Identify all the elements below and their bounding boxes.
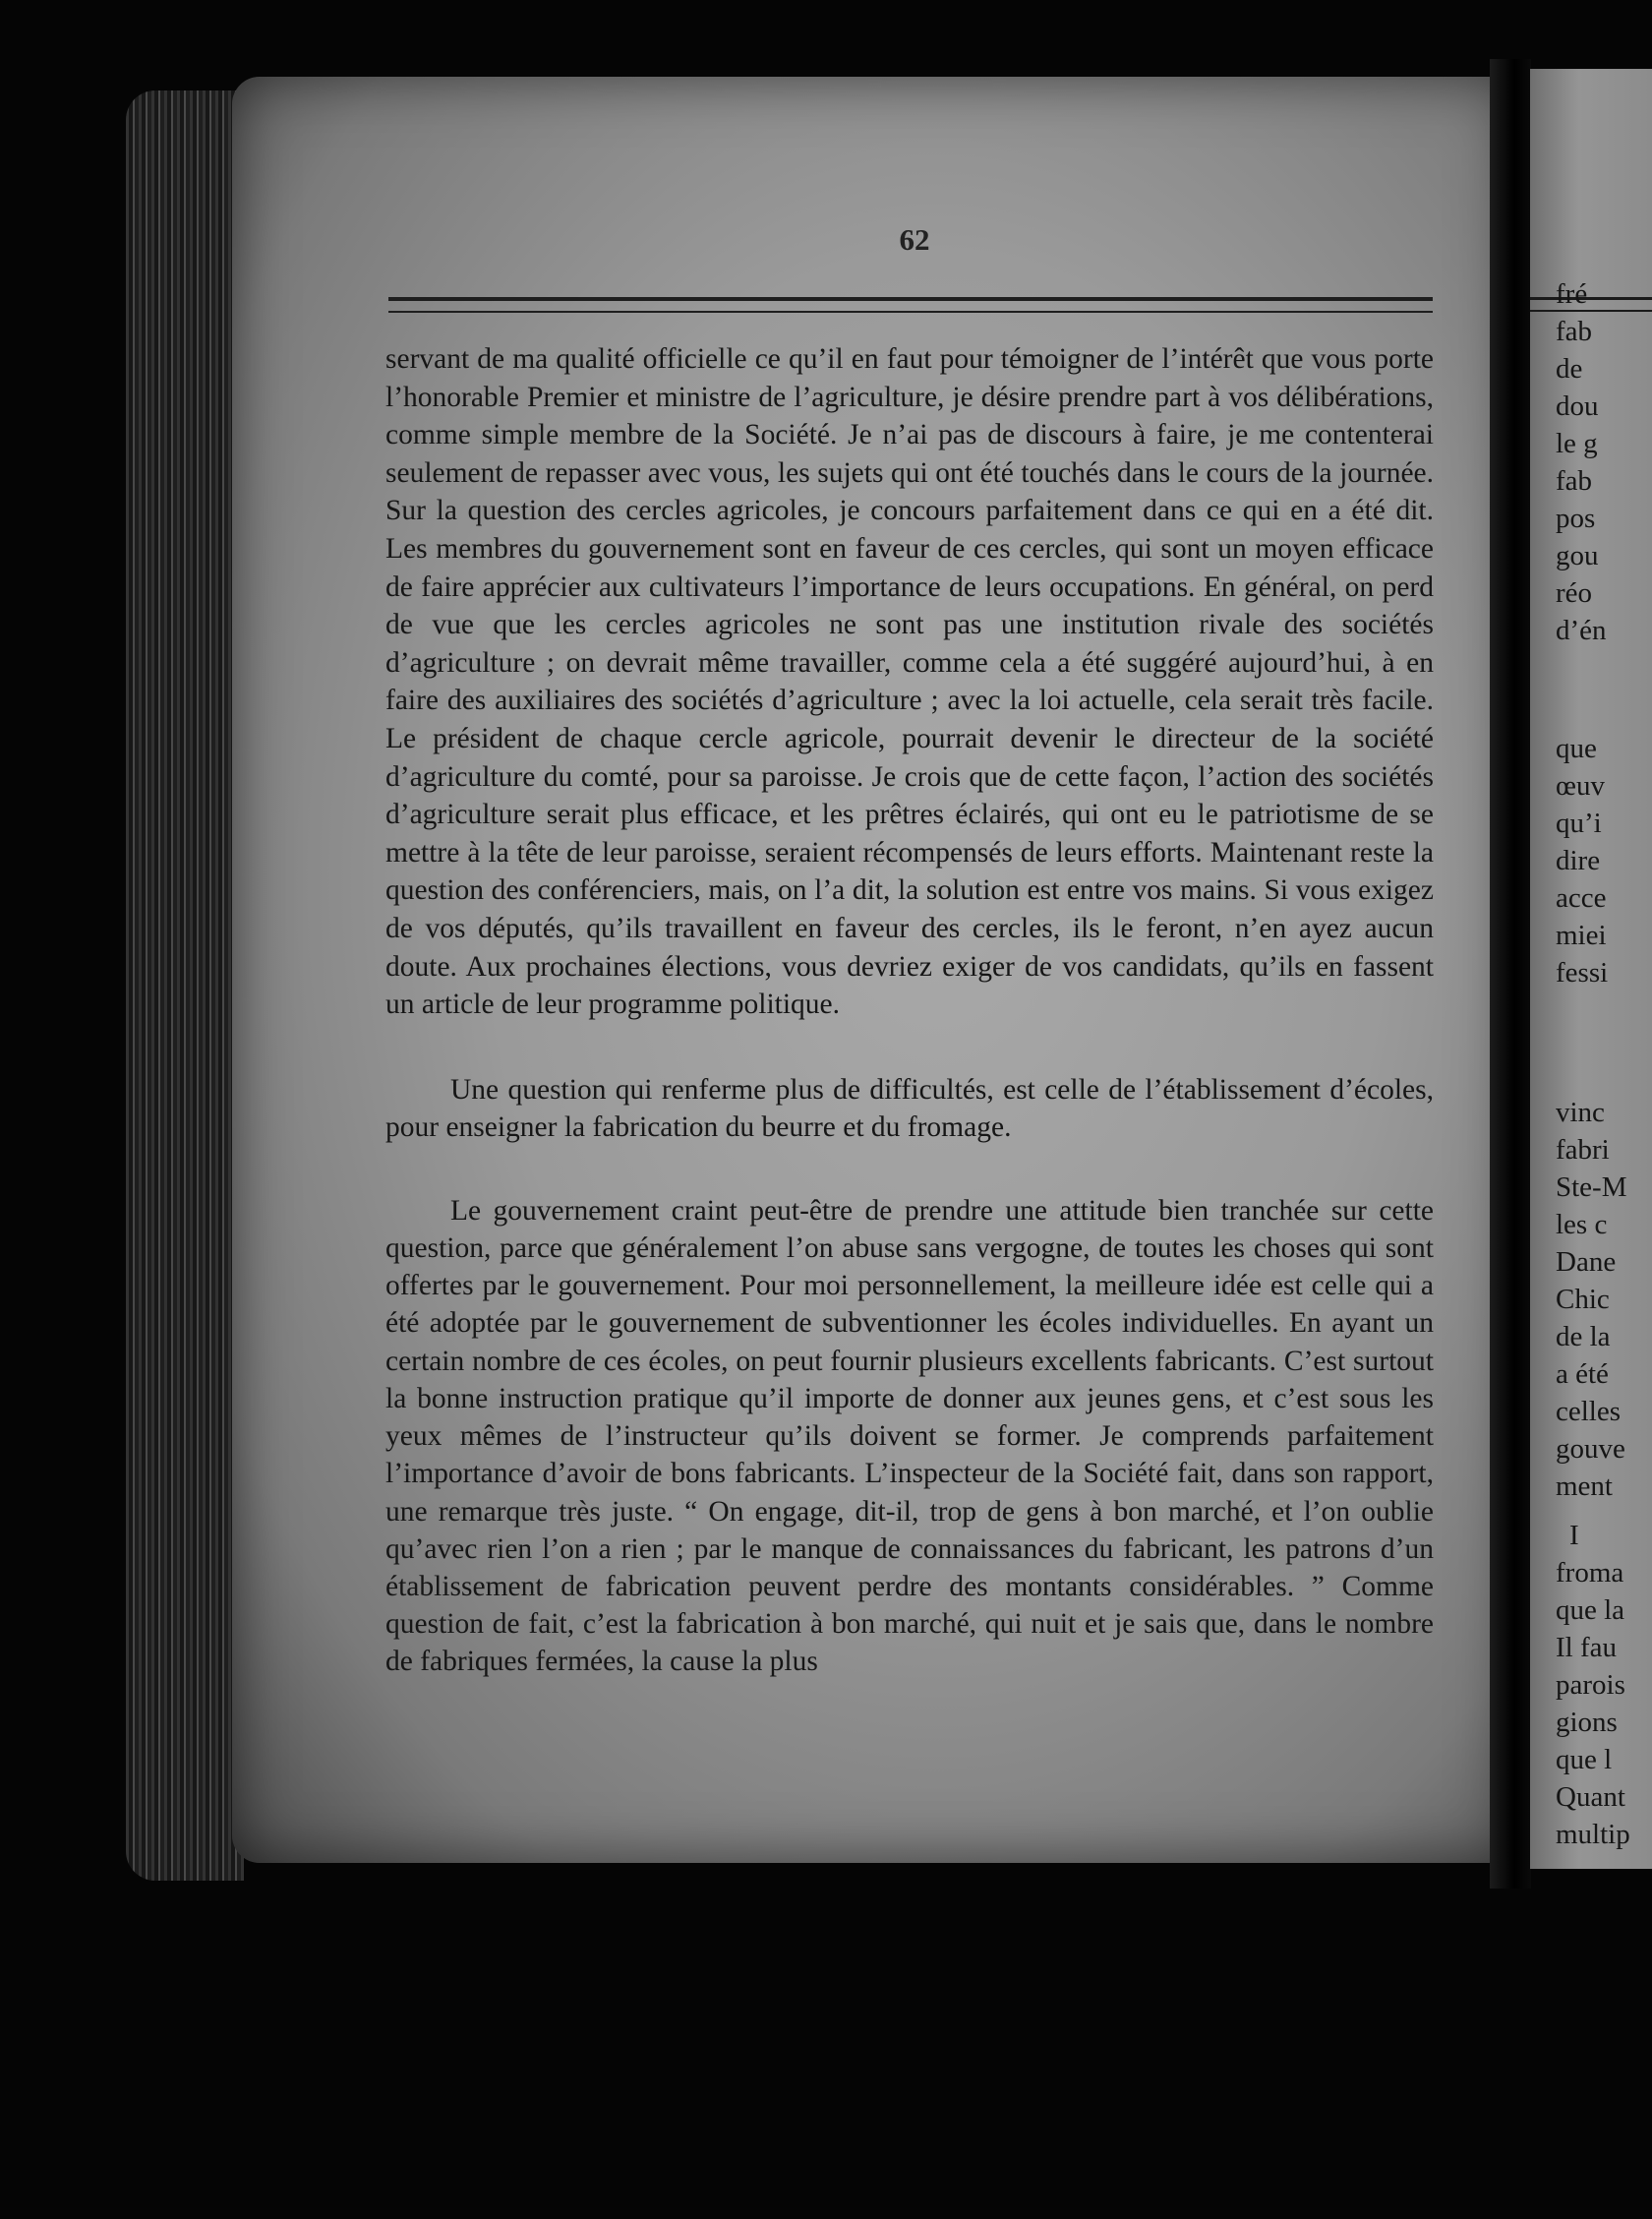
facing-page-fragment: vinc	[1556, 1097, 1605, 1128]
facing-page-fragment: fessi	[1556, 957, 1609, 989]
facing-page-fragment: Dane	[1556, 1246, 1617, 1278]
facing-page-fragment: Quant	[1556, 1781, 1625, 1813]
facing-page-fragment: fab	[1556, 465, 1593, 497]
facing-page-fragment: que l	[1556, 1744, 1613, 1775]
facing-page-fragment: a été	[1556, 1358, 1609, 1390]
facing-page-fragment: gou	[1556, 540, 1599, 571]
page-number: 62	[899, 222, 930, 257]
paragraph-1: servant de ma qualité officielle ce qu’il en faut pour témoigner de l’intérêt que vous porte l’honorable Premier et ministre de l’agriculture, je désire prendre part à vos délibérations, comme simple membre de la Société. Je n’ai pas de discours à faire, je me contenterai seulement de repasser avec vous, les sujets qui ont été touchés dans le cours de la journée. Sur la question des cercles agricoles, je concours parfaitement dans ce qui en a été dit. Les membres du gouvernement sont en faveur de ces cercles, qui sont un moyen efficace de faire apprécier aux cultivateurs l’importance de leurs occupations. En général, on perd de vue que les cercles agricoles ne sont pas une institution rivale des sociétés d’agriculture ; on devrait même travailler, comme cela a été suggéré aujourd’hui, à en faire des auxiliaires des sociétés d’agriculture ; avec la loi actuelle, cela serait très facile. Le président de chaque cercle agricole, pourrait devenir le directeur de la société d’agriculture du comté, pour sa paroisse. Je crois que de cette façon, l’action des sociétés d’agriculture serait plus efficace, et les prêtres éclairés, qui ont eu le patriotisme de se mettre à la tête de leur paroisse, seraient récompensés de leurs efforts. Maintenant reste la question des conférenciers, mais, on l’a dit, la solution est entre vos mains. Si vous exigez de vos députés, qu’ils travaillent en faveur des cercles, ils le feront, n’en ayez aucun doute. Aux prochaines élections, vous devriez exiger de vos candidats, qu’ils en fassent un article de leur programme politique.	[385, 343, 1434, 1021]
facing-page-fragment: gouve	[1556, 1433, 1625, 1465]
facing-page	[1530, 69, 1652, 1869]
facing-page-fragment: fabri	[1556, 1134, 1610, 1166]
facing-page-fragment: de	[1556, 353, 1583, 385]
facing-page-fragment: d’én	[1556, 615, 1607, 646]
facing-page-fragment: dou	[1556, 390, 1599, 422]
facing-page-fragment: fré	[1556, 278, 1588, 310]
facing-page-fragment: Il fau	[1556, 1632, 1617, 1663]
facing-page-fragment: que la	[1556, 1594, 1625, 1626]
book-page-edges	[126, 90, 244, 1881]
facing-page-fragment: le g	[1556, 428, 1598, 459]
facing-page-fragment: I	[1569, 1520, 1579, 1551]
facing-page-fragment: ment	[1556, 1470, 1613, 1502]
paragraph-2: Une question qui renferme plus de difficultés, est celle de l’établissement d’écoles, pour enseigner la fabrication du beurre et du fromage.	[385, 1073, 1434, 1144]
facing-page-fragment: miei	[1556, 920, 1607, 951]
book-gutter	[1490, 59, 1531, 1889]
facing-page-fragment: froma	[1556, 1557, 1624, 1589]
facing-page-fragment: qu’i	[1556, 808, 1602, 839]
body-text	[385, 340, 1434, 1681]
paragraph-3: Le gouvernement craint peut-être de prendre une attitude bien tranchée sur cette question, parce que généralement l’on abuse sans vergogne, de toutes les choses qui sont offertes par le gouvernement. Pour moi personnellement, la meilleure idée est celle qui a été adoptée par le gouvernement de subventionner les écoles individuelles. En ayant un certain nombre de ces écoles, on peut fournir plusieurs excellents fabricants. C’est surtout la bonne instruction pratique qu’il importe de donner aux jeunes gens, et c’est sous les yeux mêmes de l’instructeur qu’ils doivent se former. Je comprends parfaitement l’importance d’avoir de bons fabricants. L’inspecteur de la Société fait, dans son rapport, une remarque très juste. “ On engage, dit-il, trop de gens à bon marché, et l’on oublie qu’avec rien l’on a rien ; par le manque de connaissances du fabricant, les patrons d’un établissement de fabrication peuvent perdre des montants considérables. ” Comme question de fait, c’est la fabrication à bon marché, qui nuit et je sais que, dans le nombre de fabriques fermées, la cause la plus	[385, 1194, 1434, 1678]
facing-page-fragment: pos	[1556, 503, 1596, 534]
facing-page-fragment: parois	[1556, 1669, 1625, 1701]
facing-page-fragment: acce	[1556, 882, 1607, 914]
header-rule	[388, 297, 1433, 313]
facing-page-fragment: dire	[1556, 845, 1601, 876]
facing-page-fragment: les c	[1556, 1209, 1608, 1240]
facing-page-fragment: Ste-M	[1556, 1171, 1627, 1203]
facing-page-fragment: de la	[1556, 1321, 1611, 1352]
facing-page-rule	[1530, 297, 1652, 312]
facing-page-fragment: que	[1556, 733, 1597, 764]
facing-page-fragment: celles	[1556, 1396, 1622, 1427]
facing-page-fragment: Chic	[1556, 1284, 1610, 1315]
facing-page-fragment: multip	[1556, 1819, 1630, 1850]
facing-page-fragment: gions	[1556, 1707, 1618, 1738]
facing-page-fragment: fab	[1556, 316, 1593, 347]
facing-page-fragment: réo	[1556, 577, 1593, 609]
facing-page-fragment: œuv	[1556, 770, 1605, 802]
